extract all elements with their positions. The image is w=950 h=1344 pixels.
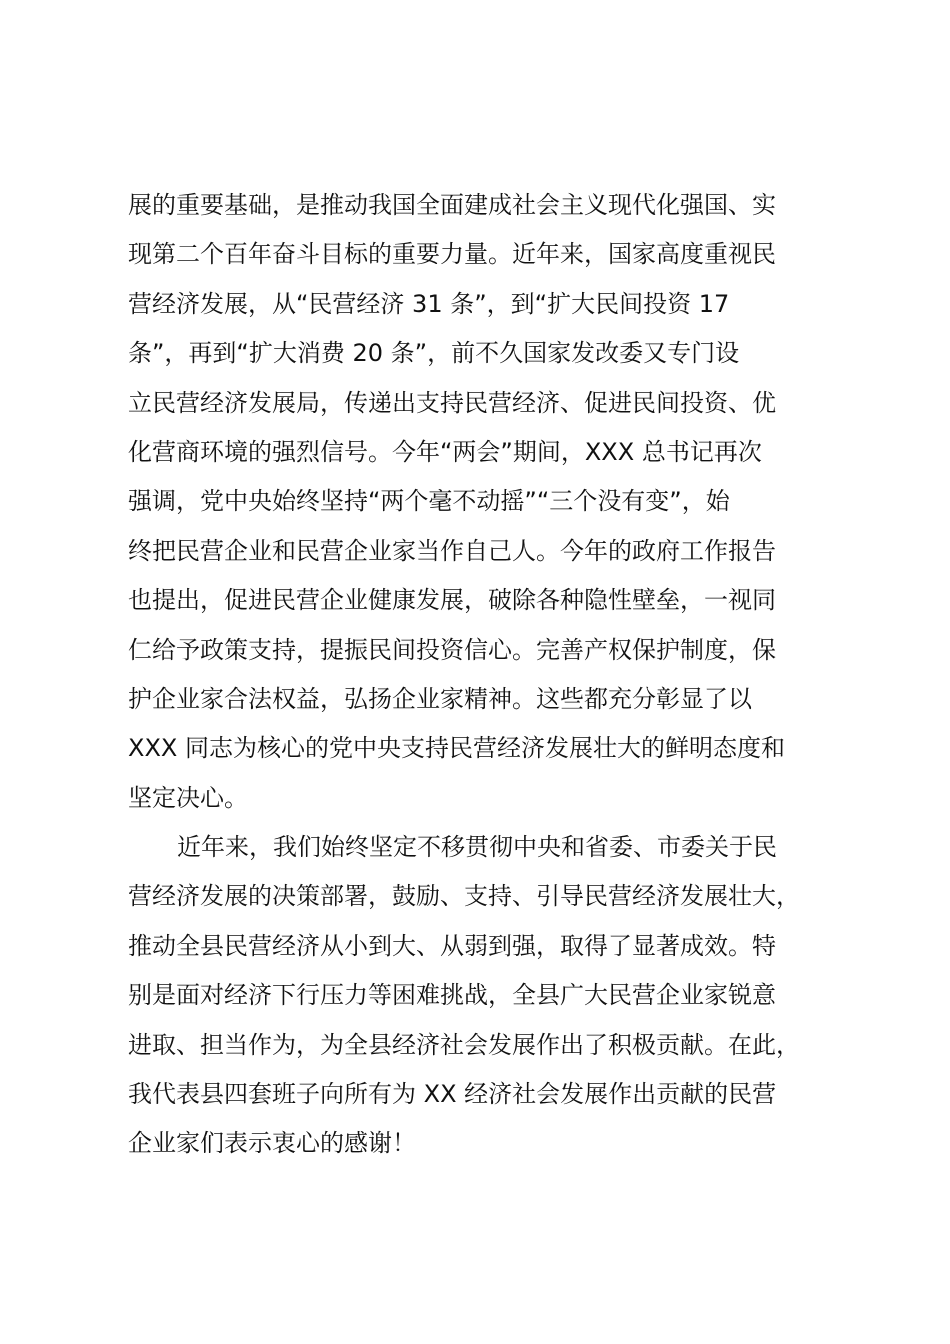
text-line: 条”，再到“扩大消费 20 条”，前不久国家发改委又专门设: [128, 339, 740, 368]
text-line: 营经济发展的决策部署，鼓励、支持、引导民营经济发展壮大，: [128, 882, 800, 911]
paragraph-1: [128, 181, 868, 823]
text-line: 现第二个百年奋斗目标的重要力量。近年来，国家高度重视民: [128, 240, 776, 269]
paragraph-2: [128, 823, 868, 1169]
text-line: 推动全县民营经济从小到大、从弱到强，取得了显著成效。特: [128, 931, 776, 960]
text-line: 仁给予政策支持，提振民间投资信心。完善产权保护制度，保: [128, 635, 776, 664]
text-line: 展的重要基础，是推动我国全面建成社会主义现代化强国、实: [128, 191, 776, 219]
text-line: 企业家们表示衷心的感谢！: [128, 1129, 416, 1158]
text-line: 立民营经济发展局，传递出支持民营经济、促进民间投资、优: [128, 388, 776, 417]
text-line: 护企业家合法权益，弘扬企业家精神。这些都充分彰显了以: [128, 684, 752, 713]
text-line: 别是面对经济下行压力等困难挑战，全县广大民营企业家锐意: [128, 981, 776, 1010]
text-line: 强调，党中央始终坚持“两个毫不动摇”“三个没有变”，始: [128, 487, 730, 516]
text-line: 进取、担当作为，为全县经济社会发展作出了积极贡献。在此，: [128, 1030, 800, 1059]
text-line: 营经济发展，从“民营经济 31 条”，到“扩大民间投资 17: [128, 289, 730, 318]
text-line: 我代表县四套班子向所有为 XX 经济社会发展作出贡献的民营: [128, 1080, 777, 1109]
document-body: [128, 181, 868, 1169]
text-line: 终把民营企业和民营企业家当作自己人。今年的政府工作报告: [128, 536, 776, 565]
text-line: 近年来，我们始终坚定不移贯彻中央和省委、市委关于民: [177, 833, 777, 862]
text-line: 化营商环境的强烈信号。今年“两会”期间，XXX 总书记再次: [128, 437, 762, 466]
text-line: 坚定决心。: [128, 783, 248, 812]
text-line: 也提出，促进民营企业健康发展，破除各种隐性壁垒，一视同: [128, 586, 776, 615]
text-line: XXX 同志为核心的党中央支持民营经济发展壮大的鲜明态度和: [128, 734, 785, 763]
